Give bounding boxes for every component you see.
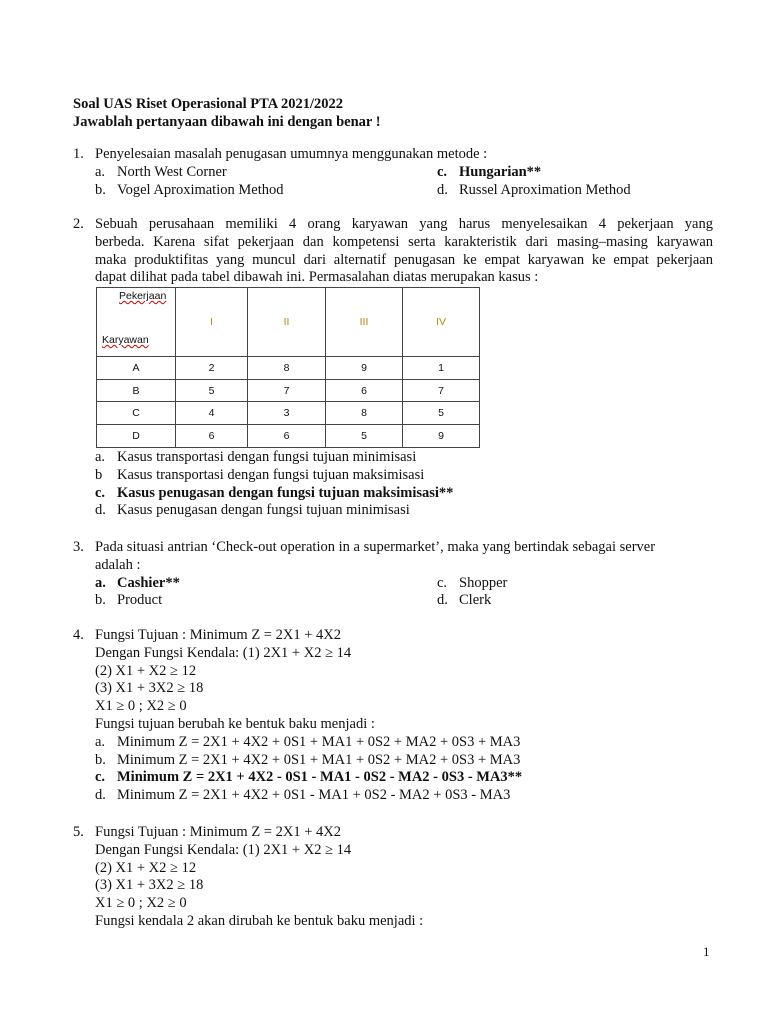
row-label: A bbox=[97, 357, 176, 380]
table-cell: 1 bbox=[403, 357, 480, 380]
question-line: Dengan Fungsi Kendala: (1) 2X1 + X2 ≥ 14 bbox=[95, 841, 352, 858]
option-label: d. bbox=[95, 787, 106, 804]
question-line: (2) X1 + X2 ≥ 12 bbox=[95, 662, 197, 679]
option-label: c. bbox=[95, 769, 106, 786]
option-label: c. bbox=[95, 484, 106, 501]
option-label: a. bbox=[95, 163, 106, 180]
option-text: Minimum Z = 2X1 + 4X2 + 0S1 - MA1 + 0S2 - MA2 + 0S3 - MA3 bbox=[117, 787, 511, 804]
table-row bbox=[97, 402, 480, 425]
option-text: Kasus transportasi dengan fungsi tujuan maksimisasi bbox=[117, 466, 425, 483]
question-line: adalah : bbox=[95, 556, 141, 573]
option-text: Shopper bbox=[459, 574, 508, 591]
question-line: (2) X1 + X2 ≥ 12 bbox=[95, 859, 197, 876]
option-text: Minimum Z = 2X1 + 4X2 + 0S1 + MA1 + 0S2 + MA2 + 0S3 + MA3 bbox=[117, 733, 521, 750]
option-text: Minimum Z = 2X1 + 4X2 - 0S1 - MA1 - 0S2 - MA2 - 0S3 - MA3** bbox=[117, 769, 523, 786]
option-d bbox=[437, 592, 737, 610]
question-text bbox=[95, 627, 713, 805]
question-line: (3) X1 + 3X2 ≥ 18 bbox=[95, 877, 204, 894]
table-cell: 6 bbox=[176, 425, 248, 448]
question-number: 5. bbox=[73, 824, 84, 840]
table-cell: 4 bbox=[176, 402, 248, 425]
table-cell: 7 bbox=[403, 380, 480, 402]
question-2-options bbox=[95, 449, 695, 520]
column-header: I bbox=[176, 288, 248, 357]
question-line: dapat dilihat pada tabel dibawah ini. Permasalahan diatas merupakan kasus : bbox=[95, 269, 539, 286]
option-label: c. bbox=[437, 163, 448, 180]
row-label: C bbox=[97, 402, 176, 425]
question-line: X1 ≥ 0 ; X2 ≥ 0 bbox=[95, 895, 187, 912]
option-a bbox=[95, 449, 695, 467]
question-text bbox=[95, 539, 713, 575]
table-cell: 7 bbox=[248, 380, 326, 402]
option-b bbox=[95, 182, 437, 200]
option-label: d. bbox=[437, 592, 448, 609]
option-text: Kasus transportasi dengan fungsi tujuan minimisasi bbox=[117, 449, 417, 465]
table-cell: 6 bbox=[248, 425, 326, 448]
table-header-row bbox=[97, 288, 480, 357]
question-line: Pada situasi antrian ‘Check-out operation in a supermarket’, maka yang bertindak sebagai server bbox=[95, 539, 656, 555]
column-header: II bbox=[248, 288, 326, 357]
table-cell: 3 bbox=[248, 402, 326, 425]
row-label: D bbox=[97, 425, 176, 448]
question-line: Sebuah perusahaan memiliki 4 orang karyawan yang harus menyelesaikan 4 pekerjaan yang bbox=[95, 216, 713, 232]
option-label: d. bbox=[437, 181, 448, 198]
option-label: a. bbox=[95, 449, 106, 465]
productivity-table bbox=[96, 287, 480, 448]
option-label: b. bbox=[95, 181, 106, 198]
option-text: Vogel Aproximation Method bbox=[117, 181, 284, 198]
option-label: b. bbox=[95, 592, 106, 609]
option-d bbox=[95, 502, 695, 520]
option-c bbox=[95, 769, 713, 787]
question-line: (3) X1 + 3X2 ≥ 18 bbox=[95, 680, 204, 697]
option-label: d. bbox=[95, 502, 106, 519]
table-cell: 2 bbox=[176, 357, 248, 380]
option-a bbox=[95, 575, 437, 593]
option-label: a. bbox=[95, 574, 106, 591]
option-b bbox=[95, 752, 713, 770]
option-a bbox=[95, 734, 713, 752]
table-row bbox=[97, 380, 480, 402]
option-d bbox=[95, 787, 713, 805]
question-text bbox=[95, 824, 713, 931]
column-header: III bbox=[326, 288, 403, 357]
option-text: Kasus penugasan dengan fungsi tujuan minimisasi bbox=[117, 502, 410, 519]
question-4 bbox=[73, 627, 713, 805]
question-line: Fungsi kendala 2 akan dirubah ke bentuk baku menjadi : bbox=[95, 912, 424, 929]
option-a bbox=[95, 164, 437, 182]
exam-instruction: Jawablah pertanyaan dibawah ini dengan benar ! bbox=[73, 114, 381, 130]
table-corner-header bbox=[97, 288, 176, 357]
option-d bbox=[437, 182, 737, 200]
option-b bbox=[95, 467, 695, 485]
option-text: Minimum Z = 2X1 + 4X2 + 0S1 + MA1 + 0S2 + MA2 + 0S3 + MA3 bbox=[117, 751, 521, 768]
option-c bbox=[95, 485, 695, 503]
table-cell: 9 bbox=[403, 425, 480, 448]
question-5 bbox=[73, 824, 713, 931]
table-cell: 5 bbox=[176, 380, 248, 402]
question-text: Penyelesaian masalah penugasan umumnya menggunakan metode : bbox=[95, 146, 488, 162]
option-text: North West Corner bbox=[117, 163, 227, 180]
option-label: c. bbox=[437, 574, 448, 591]
option-label: b bbox=[95, 466, 103, 483]
question-line: maka produktifitas yang muncul dari alternatif penugasan ke empat karyawan ke empat pekerjaan bbox=[95, 251, 713, 268]
option-text: Clerk bbox=[459, 592, 492, 609]
question-number: 4. bbox=[73, 627, 84, 643]
table-cell: 5 bbox=[403, 402, 480, 425]
question-1 bbox=[73, 146, 713, 199]
question-line: Fungsi tujuan berubah ke bentuk baku menjadi : bbox=[95, 715, 375, 732]
table-row bbox=[97, 425, 480, 448]
table-cell: 8 bbox=[248, 357, 326, 380]
answer-options bbox=[73, 164, 713, 200]
question-number: 3. bbox=[73, 539, 84, 555]
option-b bbox=[95, 592, 437, 610]
table-cell: 5 bbox=[326, 425, 403, 448]
table-cell: 8 bbox=[326, 402, 403, 425]
exam-title: Soal UAS Riset Operasional PTA 2021/2022 bbox=[73, 96, 344, 112]
column-header: IV bbox=[403, 288, 480, 357]
question-3 bbox=[73, 539, 713, 610]
question-2 bbox=[73, 216, 713, 287]
table-row bbox=[97, 357, 480, 380]
table-cell: 6 bbox=[326, 380, 403, 402]
question-line: X1 ≥ 0 ; X2 ≥ 0 bbox=[95, 698, 187, 715]
column-axis-label: Pekerjaan bbox=[119, 290, 167, 302]
table-cell: 9 bbox=[326, 357, 403, 380]
question-line: Fungsi Tujuan : Minimum Z = 2X1 + 4X2 bbox=[95, 627, 341, 643]
option-c bbox=[437, 164, 737, 182]
row-label: B bbox=[97, 380, 176, 402]
answer-options bbox=[73, 575, 713, 611]
option-label: b. bbox=[95, 751, 106, 768]
question-line: Dengan Fungsi Kendala: (1) 2X1 + X2 ≥ 14 bbox=[95, 644, 352, 661]
question-number: 2. bbox=[73, 216, 84, 232]
question-line: berbeda. Karena sifat pekerjaan dan kompetensi serta karakteristik dari masing–masing karyawan bbox=[95, 233, 713, 250]
question-text bbox=[95, 216, 713, 287]
question-number: 1. bbox=[73, 146, 84, 162]
option-text: Cashier** bbox=[117, 574, 180, 591]
option-text: Product bbox=[117, 592, 163, 609]
option-c bbox=[437, 575, 737, 593]
option-text: Russel Aproximation Method bbox=[459, 181, 631, 198]
row-axis-label: Karyawan bbox=[102, 334, 149, 346]
page-number: 1 bbox=[703, 944, 710, 959]
option-text: Kasus penugasan dengan fungsi tujuan maksimisasi** bbox=[117, 484, 454, 501]
option-label: a. bbox=[95, 733, 106, 750]
option-text: Hungarian** bbox=[459, 163, 542, 180]
question-line: Fungsi Tujuan : Minimum Z = 2X1 + 4X2 bbox=[95, 824, 341, 840]
